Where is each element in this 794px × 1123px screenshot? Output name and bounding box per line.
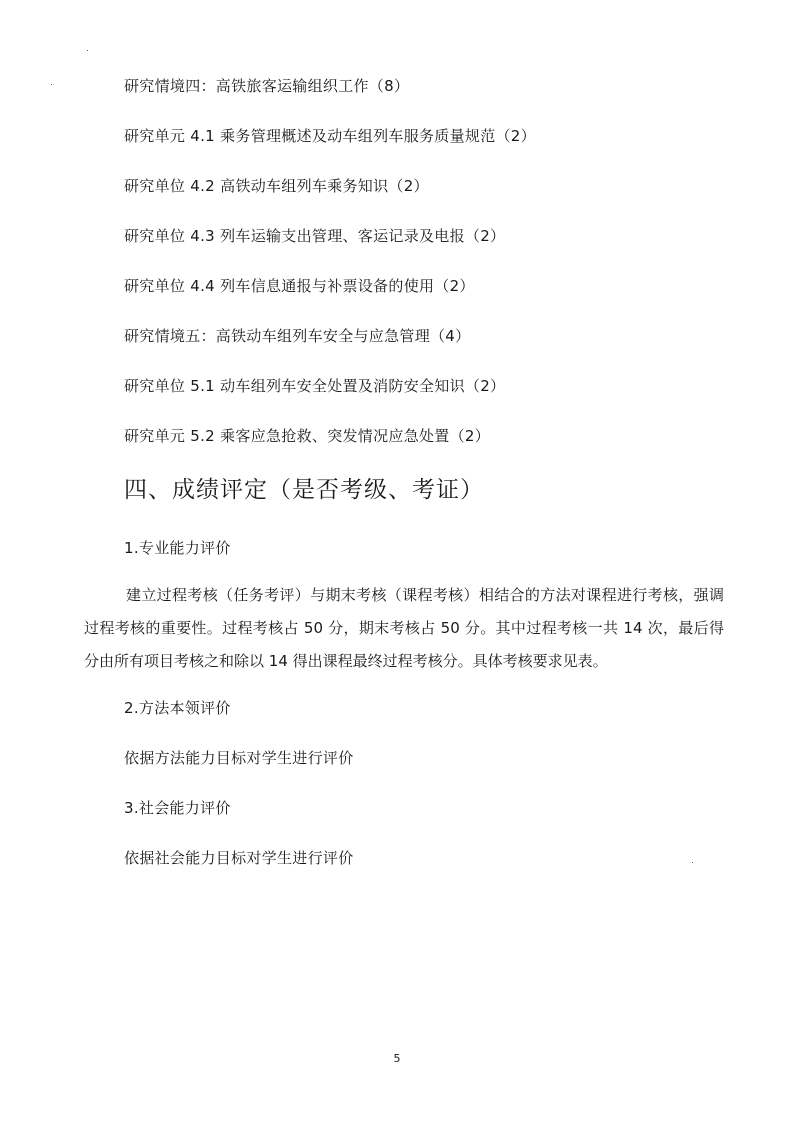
section-heading: 四、成绩评定（是否考级、考证）: [124, 477, 484, 503]
item-body: 建立过程考核（任务考评）与期末考核（课程考核）相结合的方法对课程进行考核，强调过程考核的重要性。过程考核占 50 分，期末考核占 50 分。其中过程考核一共 14 次，最后得分由所有项目考核之和除以 14 得出课程最终过程考核分。具体考核要求见表。: [84, 586, 724, 670]
item-title: 2.方法本领评价: [124, 699, 231, 717]
unit-line: 研究单位 4.2 高铁动车组列车乘务知识（2）: [124, 177, 429, 195]
item-body: 依据社会能力目标对学生进行评价: [124, 849, 354, 867]
unit-line: 研究情境四：高铁旅客运输组织工作（8）: [124, 77, 410, 95]
scan-speck: [51, 84, 52, 85]
unit-line: 研究单位 4.4 列车信息通报与补票设备的使用（2）: [124, 277, 475, 295]
page-number: 5: [393, 1052, 401, 1065]
unit-line: 研究情境五：高铁动车组列车安全与应急管理（4）: [124, 327, 471, 345]
unit-line: 研究单位 5.1 动车组列车安全处置及消防安全知识（2）: [124, 377, 506, 395]
scan-speck: [87, 50, 88, 51]
unit-line: 研究单位 4.3 列车运输支出管理、客运记录及电报（2）: [124, 227, 506, 245]
item-title: 1.专业能力评价: [124, 539, 231, 557]
scan-speck: [692, 862, 693, 863]
unit-line: 研究单元 4.1 乘务管理概述及动车组列车服务质量规范（2）: [124, 127, 536, 145]
unit-line: 研究单元 5.2 乘客应急抢救、突发情况应急处置（2）: [124, 427, 491, 445]
item-body: 依据方法能力目标对学生进行评价: [124, 749, 354, 767]
item-title: 3.社会能力评价: [124, 799, 231, 817]
